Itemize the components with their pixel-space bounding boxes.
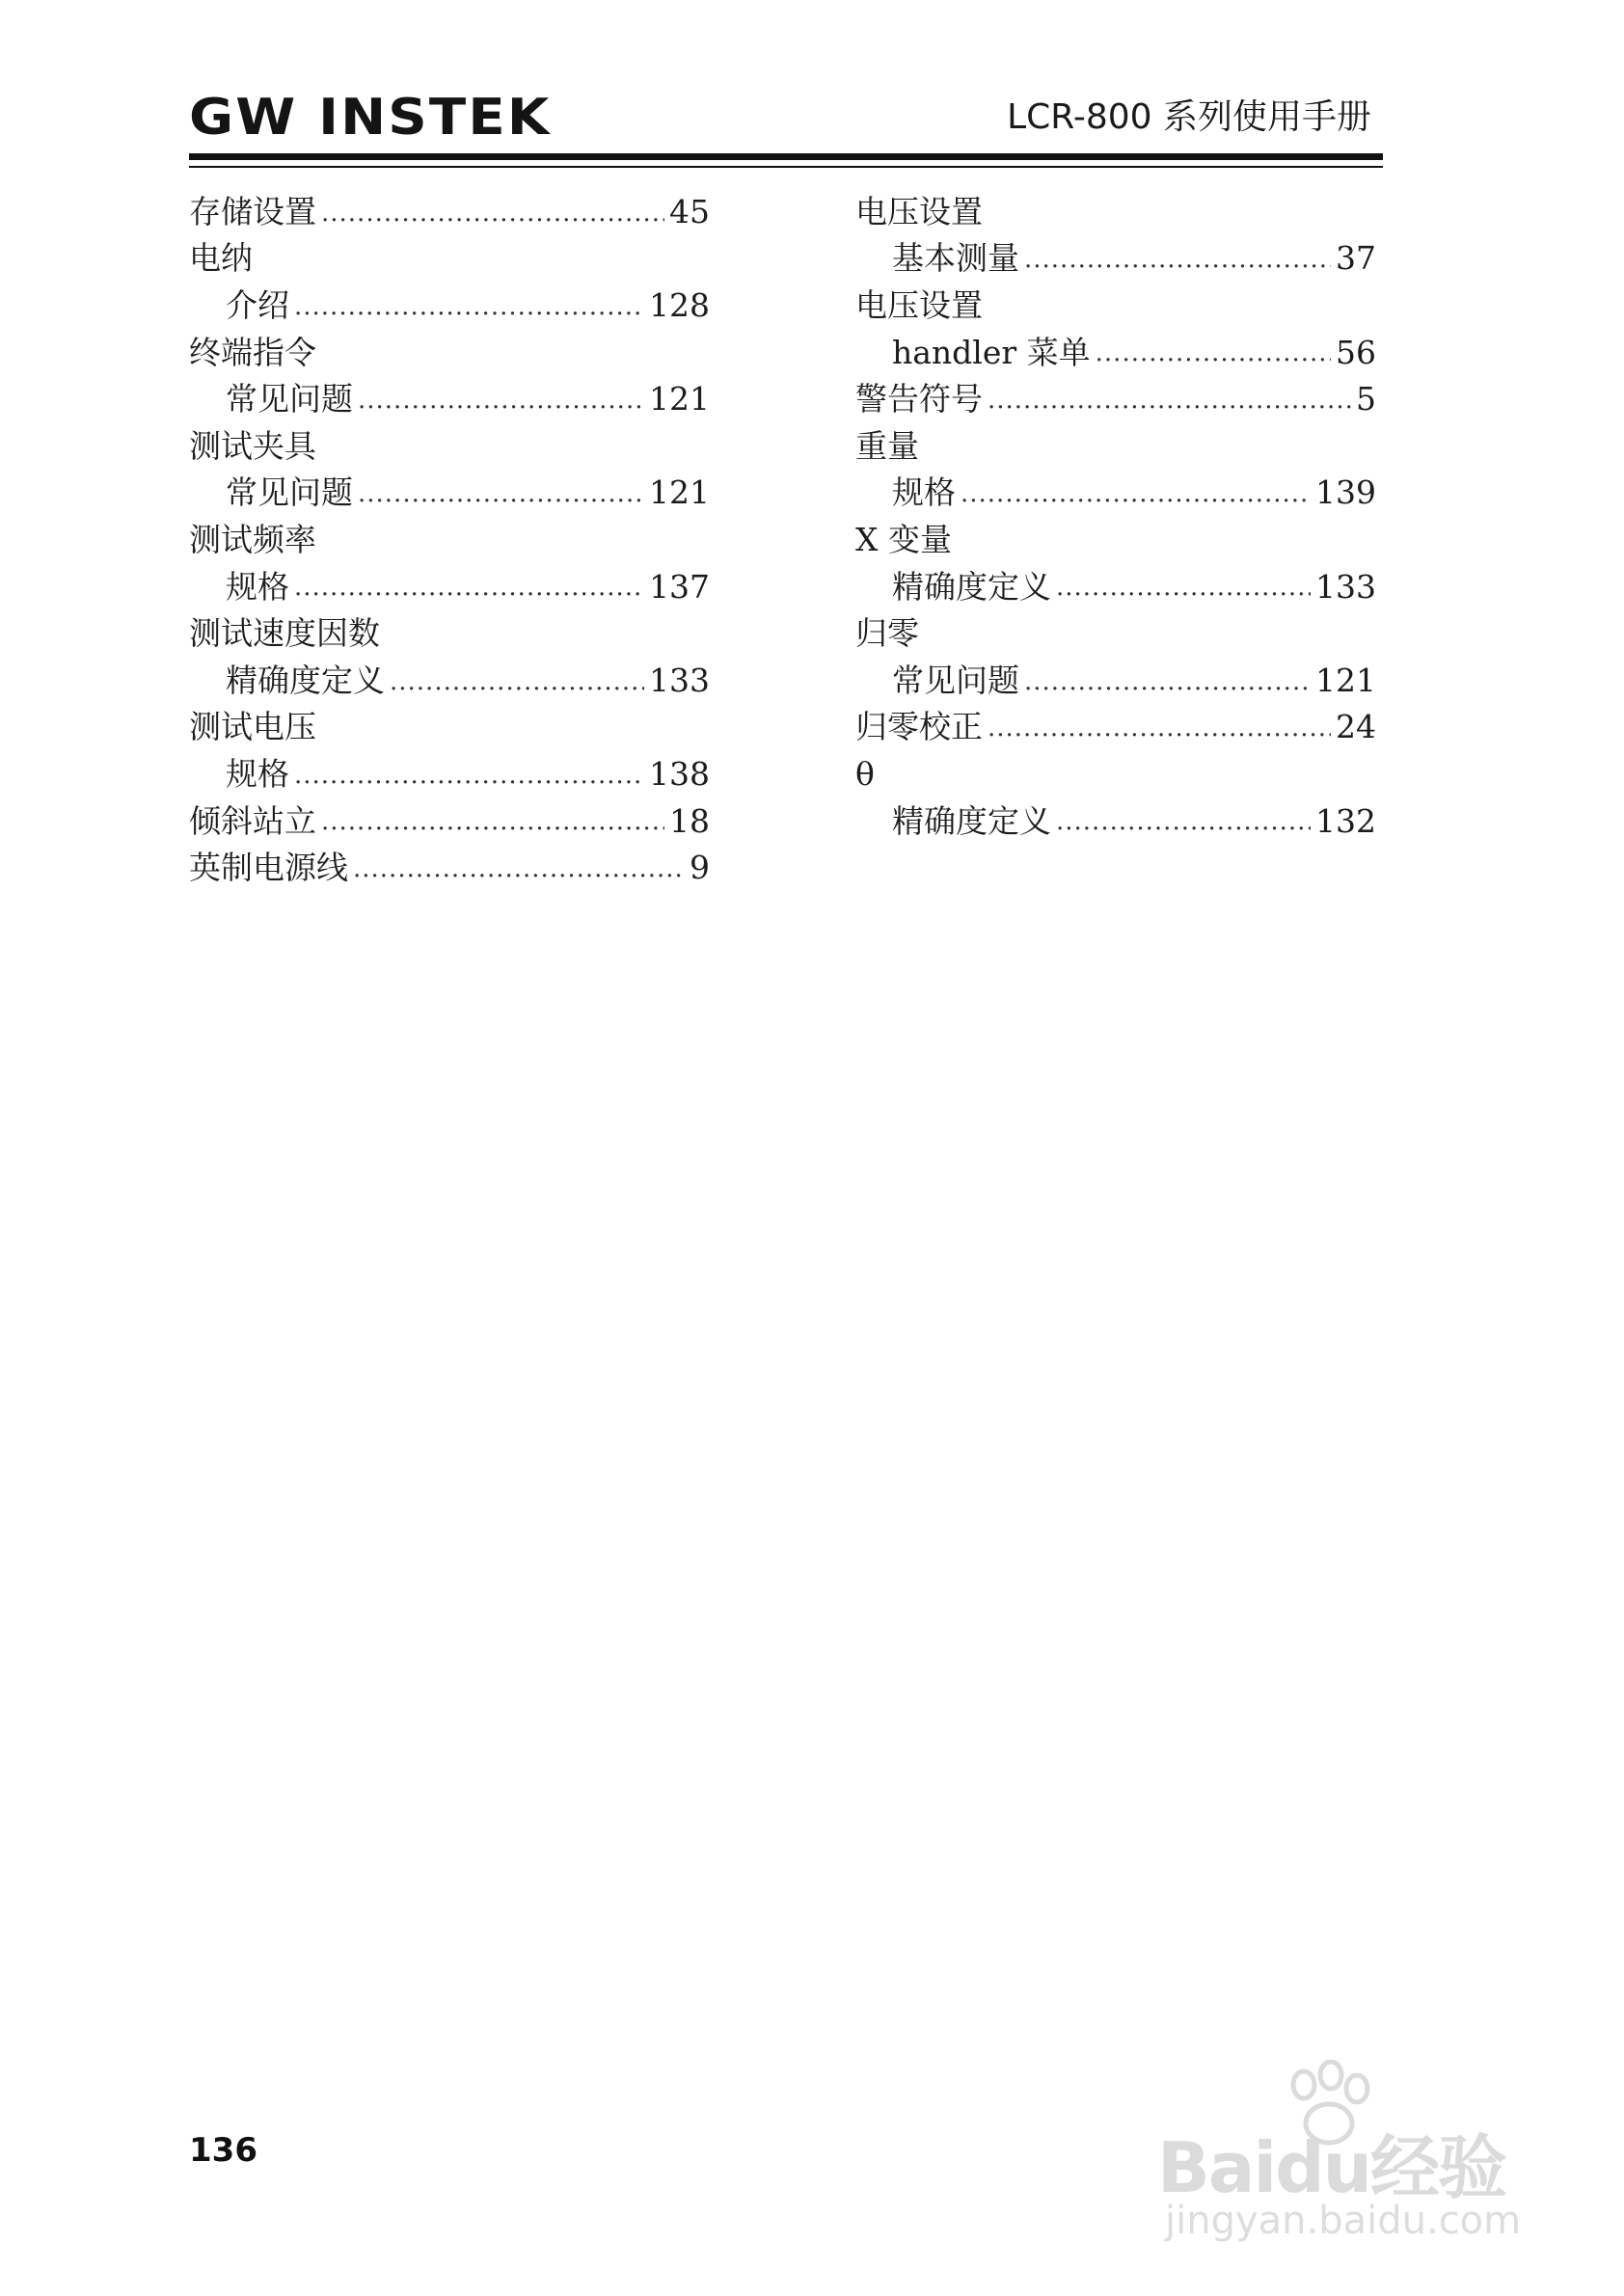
index-term: 精确度定义 <box>892 801 1051 840</box>
index-term: handler 菜单 <box>892 333 1091 371</box>
index-term: 测试电压 <box>189 708 316 746</box>
watermark-brand: Baidu经验 <box>1157 2127 1505 2208</box>
header-rule-thin <box>189 166 1383 168</box>
dot-leader <box>294 763 644 797</box>
index-page-number: 139 <box>1315 473 1376 512</box>
index-subentry <box>189 375 710 422</box>
index-page-number: 121 <box>1315 661 1376 699</box>
index-term: 测试夹具 <box>189 426 316 465</box>
index-column-left <box>189 188 710 891</box>
index-page-number: 37 <box>1336 239 1376 278</box>
index-entry <box>855 516 1376 563</box>
index-term: 规格 <box>892 473 956 512</box>
dot-leader <box>358 388 644 422</box>
index-term: 倾斜站立 <box>189 801 316 840</box>
index-subentry <box>855 563 1376 610</box>
index-column-right <box>855 188 1376 844</box>
header-rule-thick <box>189 153 1383 160</box>
index-term: 终端指令 <box>189 333 316 371</box>
index-subentry <box>855 329 1376 376</box>
index-page-number: 24 <box>1336 708 1376 746</box>
index-term: θ <box>855 754 875 793</box>
dot-leader <box>1024 669 1311 704</box>
index-entry <box>189 797 710 845</box>
index-entry <box>189 422 710 470</box>
dot-leader <box>294 575 644 609</box>
index-term: 常见问题 <box>226 473 353 512</box>
index-page-number: 5 <box>1356 380 1376 419</box>
manual-title: LCR-800 系列使用手册 <box>1007 97 1371 137</box>
index-entry <box>189 516 710 563</box>
index-term: 归零 <box>855 614 919 653</box>
dot-leader <box>1056 575 1311 609</box>
index-subentry <box>189 657 710 704</box>
index-entry <box>189 188 710 235</box>
index-page-number: 121 <box>649 473 710 512</box>
index-subentry <box>855 657 1376 704</box>
index-term: 存储设置 <box>189 192 316 230</box>
dot-leader <box>353 856 685 891</box>
index-term: 规格 <box>226 567 289 606</box>
dot-leader <box>321 809 664 844</box>
index-term: 测试速度因数 <box>189 614 380 653</box>
index-page-number: 18 <box>669 801 710 840</box>
dot-leader <box>1024 247 1331 282</box>
index-term: 重量 <box>855 426 919 465</box>
dot-leader <box>1096 340 1331 375</box>
dot-leader <box>321 201 664 235</box>
index-page-number: 133 <box>1315 567 1376 606</box>
dot-leader <box>961 481 1311 516</box>
index-term: 介绍 <box>226 285 289 324</box>
index-term: 测试频率 <box>189 520 316 558</box>
index-term: X 变量 <box>855 520 952 558</box>
index-entry <box>189 609 710 657</box>
index-entry <box>855 282 1376 329</box>
index-term: 规格 <box>226 754 289 793</box>
index-term: 电压设置 <box>855 285 983 324</box>
brand-logo: GW INSTEK <box>189 89 552 147</box>
index-entry <box>855 375 1376 422</box>
index-page-number: 137 <box>649 567 710 606</box>
dot-leader <box>358 481 644 516</box>
index-page-number: 56 <box>1336 333 1376 371</box>
index-page-number: 45 <box>669 192 710 230</box>
index-term: 精确度定义 <box>892 567 1051 606</box>
index-entry <box>855 188 1376 235</box>
index-term: 基本测量 <box>892 239 1019 278</box>
index-subentry <box>189 282 710 329</box>
index-term: 英制电源线 <box>189 849 348 887</box>
index-subentry <box>189 563 710 610</box>
index-subentry <box>855 470 1376 517</box>
index-entry <box>189 844 710 891</box>
dot-leader <box>988 716 1331 750</box>
index-page-number: 133 <box>649 661 710 699</box>
watermark-url: jingyan.baidu.com <box>1165 2199 1522 2243</box>
index-subentry <box>189 750 710 797</box>
dot-leader <box>1056 809 1311 844</box>
index-subentry <box>189 470 710 517</box>
index-term: 电压设置 <box>855 192 983 230</box>
index-page-number: 128 <box>649 285 710 324</box>
page-number: 136 <box>189 2131 257 2170</box>
index-term: 归零校正 <box>855 708 983 746</box>
dot-leader <box>390 669 644 704</box>
index-page-number: 138 <box>649 754 710 793</box>
index-term: 常见问题 <box>226 380 353 419</box>
index-page-number: 132 <box>1315 801 1376 840</box>
index-entry <box>855 704 1376 751</box>
index-subentry <box>855 797 1376 845</box>
index-entry <box>855 750 1376 797</box>
dot-leader <box>294 294 644 329</box>
index-entry <box>189 235 710 283</box>
index-term: 精确度定义 <box>226 661 385 699</box>
index-term: 常见问题 <box>892 661 1019 699</box>
index-subentry <box>855 235 1376 283</box>
index-entry <box>189 329 710 376</box>
index-entry <box>855 422 1376 470</box>
index-page-number: 9 <box>690 849 710 887</box>
index-term: 电纳 <box>189 239 253 278</box>
index-page-number: 121 <box>649 380 710 419</box>
dot-leader <box>988 388 1351 422</box>
index-term: 警告符号 <box>855 380 983 419</box>
index-entry <box>189 704 710 751</box>
index-entry <box>855 609 1376 657</box>
